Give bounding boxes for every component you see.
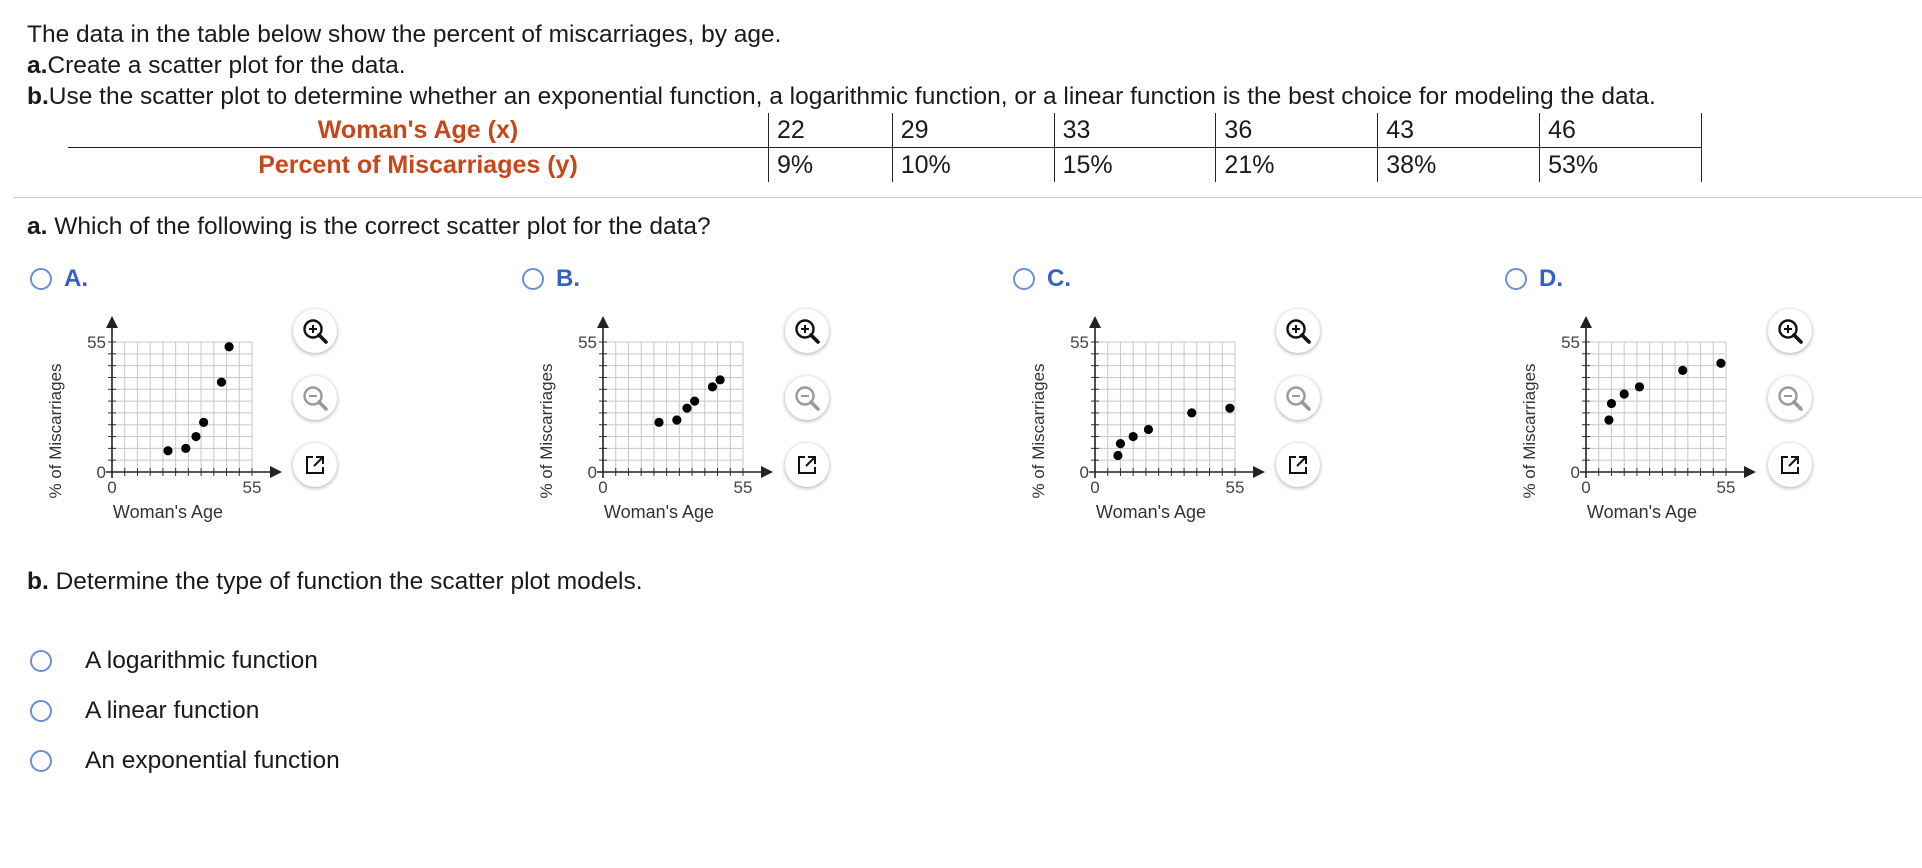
table-cell: 46	[1540, 113, 1702, 148]
table-cell: 15%	[1054, 148, 1216, 183]
popout-icon	[1778, 453, 1802, 477]
x-axis-label: Woman's Age	[112, 502, 224, 522]
zoom-out-icon	[301, 384, 329, 412]
data-point	[1607, 399, 1616, 408]
zoom-out-button[interactable]	[785, 376, 829, 420]
data-point	[690, 396, 699, 405]
zoom-in-icon	[793, 317, 821, 345]
zoom-out-button[interactable]	[293, 376, 337, 420]
table-cell: 43	[1378, 113, 1540, 148]
x-tick-label: 55	[242, 478, 262, 497]
x-axis-arrow	[270, 466, 282, 478]
question-b-prefix: b.	[27, 568, 49, 595]
zoom-in-button[interactable]	[1276, 309, 1320, 353]
y-axis-label: % of Miscarriages	[537, 363, 556, 499]
y-axis-arrow	[597, 316, 609, 328]
y-tick-label: 55	[87, 333, 106, 352]
y-axis-label: % of Miscarriages	[46, 363, 65, 499]
intro-line-3-text: Use the scatter plot to determine whether an exponential function, a logarithmic function, or a linear function is the best choice for modeling the data.	[48, 83, 1656, 110]
function-option-radio[interactable]	[30, 750, 52, 772]
function-option-exponential[interactable]	[30, 747, 340, 775]
data-point	[224, 342, 233, 351]
zoom-out-button[interactable]	[1768, 376, 1812, 420]
table-cell: 21%	[1216, 148, 1378, 183]
question-b	[27, 568, 643, 596]
function-option-label: An exponential function	[85, 747, 340, 774]
row-label-y: Percent of Miscarriages (y)	[258, 150, 578, 179]
option-d-radio[interactable]	[1505, 268, 1527, 290]
data-point	[1620, 389, 1629, 398]
table-cell: 36	[1216, 113, 1378, 148]
row-label-x: Woman's Age (x)	[68, 113, 769, 148]
zoom-out-icon	[1284, 384, 1312, 412]
y-tick-label: 55	[578, 333, 597, 352]
data-point	[1187, 408, 1196, 417]
intro-line-2-prefix: a.	[27, 52, 48, 79]
data-point	[1225, 404, 1234, 413]
popout-button[interactable]	[1276, 443, 1320, 487]
option-b[interactable]	[522, 264, 580, 294]
option-b-radio[interactable]	[522, 268, 544, 290]
zoom-in-icon	[301, 317, 329, 345]
question-a-prefix: a.	[27, 213, 48, 240]
x-axis-label: Woman's Age	[1095, 502, 1207, 522]
data-point	[1604, 415, 1613, 424]
function-option-radio[interactable]	[30, 650, 52, 672]
zoom-in-button[interactable]	[293, 309, 337, 353]
data-point	[199, 418, 208, 427]
y-tick-label: 0	[96, 463, 106, 482]
section-divider	[14, 197, 1922, 198]
data-point	[654, 418, 663, 427]
option-c-label: C.	[1047, 265, 1071, 292]
y-tick-label: 0	[1079, 463, 1089, 482]
data-point	[682, 404, 691, 413]
x-tick-label: 55	[733, 478, 753, 497]
intro-line-3-prefix: b.	[27, 83, 49, 110]
option-a[interactable]	[30, 264, 88, 294]
option-b-label: B.	[556, 265, 580, 292]
data-point	[163, 446, 172, 455]
function-option-radio[interactable]	[30, 700, 52, 722]
data-point	[217, 378, 226, 387]
option-d-label: D.	[1539, 265, 1563, 292]
function-option-linear[interactable]	[30, 697, 259, 725]
option-a-label: A.	[64, 265, 88, 292]
data-point	[672, 415, 681, 424]
table-row-x	[68, 113, 1702, 148]
option-c[interactable]	[1013, 264, 1071, 294]
plot-grid	[1586, 342, 1726, 472]
y-axis-arrow	[1089, 316, 1101, 328]
zoom-out-button[interactable]	[1276, 376, 1320, 420]
question-a	[27, 213, 711, 241]
popout-button[interactable]	[293, 443, 337, 487]
popout-button[interactable]	[1768, 443, 1812, 487]
question-b-text: Determine the type of function the scatter plot models.	[55, 568, 643, 595]
question-a-text: Which of the following is the correct scatter plot for the data?	[54, 213, 711, 240]
table-cell: 29	[892, 113, 1054, 148]
x-axis-arrow	[1253, 466, 1265, 478]
zoom-out-icon	[793, 384, 821, 412]
data-point	[1116, 439, 1125, 448]
x-axis-arrow	[761, 466, 773, 478]
x-tick-label: 55	[1225, 478, 1245, 497]
x-tick-label: 0	[598, 478, 608, 497]
y-axis-arrow	[1580, 316, 1592, 328]
y-tick-label: 55	[1561, 333, 1580, 352]
intro-line-2	[27, 50, 1656, 81]
table-row-y	[68, 148, 1702, 183]
x-tick-label: 0	[1581, 478, 1591, 497]
popout-icon	[1286, 453, 1310, 477]
data-point	[1635, 382, 1644, 391]
zoom-in-button[interactable]	[1768, 309, 1812, 353]
y-tick-label: 0	[587, 463, 597, 482]
x-tick-label: 55	[1716, 478, 1736, 497]
plot-grid	[112, 342, 252, 472]
function-option-label: A logarithmic function	[85, 647, 318, 674]
x-tick-label: 0	[107, 478, 117, 497]
y-axis-arrow	[106, 316, 118, 328]
option-c-radio[interactable]	[1013, 268, 1035, 290]
table-cell: 33	[1054, 113, 1216, 148]
x-axis-label: Woman's Age	[1586, 502, 1698, 522]
zoom-in-icon	[1284, 317, 1312, 345]
data-point	[708, 382, 717, 391]
x-axis-arrow	[1744, 466, 1756, 478]
intro-line-2-text: Create a scatter plot for the data.	[47, 52, 406, 79]
table-cell: 10%	[892, 148, 1054, 183]
intro-line-1: The data in the table below show the percent of miscarriages, by age.	[27, 21, 782, 48]
table-cell: 9%	[769, 148, 893, 183]
option-d[interactable]	[1505, 264, 1563, 294]
data-point	[191, 432, 200, 441]
data-point	[1678, 366, 1687, 375]
data-point	[1129, 432, 1138, 441]
function-option-label: A linear function	[85, 697, 260, 724]
data-point	[715, 375, 724, 384]
table-cell: 53%	[1540, 148, 1702, 183]
popout-icon	[795, 453, 819, 477]
zoom-out-icon	[1776, 384, 1804, 412]
data-point	[1716, 359, 1725, 368]
table-cell: 22	[769, 113, 893, 148]
option-a-radio[interactable]	[30, 268, 52, 290]
problem-intro	[27, 19, 1656, 112]
y-tick-label: 55	[1070, 333, 1089, 352]
data-point	[181, 444, 190, 453]
y-axis-label: % of Miscarriages	[1029, 363, 1048, 499]
plot-grid	[603, 342, 743, 472]
data-table	[68, 113, 1702, 182]
intro-line-3	[27, 81, 1656, 112]
function-option-logarithmic[interactable]	[30, 647, 318, 675]
table-cell: 38%	[1378, 148, 1540, 183]
data-point	[1113, 451, 1122, 460]
zoom-in-icon	[1776, 317, 1804, 345]
zoom-in-button[interactable]	[785, 309, 829, 353]
y-tick-label: 0	[1570, 463, 1580, 482]
popout-button[interactable]	[785, 443, 829, 487]
y-axis-label: % of Miscarriages	[1520, 363, 1539, 499]
x-tick-label: 0	[1090, 478, 1100, 497]
x-axis-label: Woman's Age	[603, 502, 715, 522]
data-point	[1144, 425, 1153, 434]
popout-icon	[303, 453, 327, 477]
